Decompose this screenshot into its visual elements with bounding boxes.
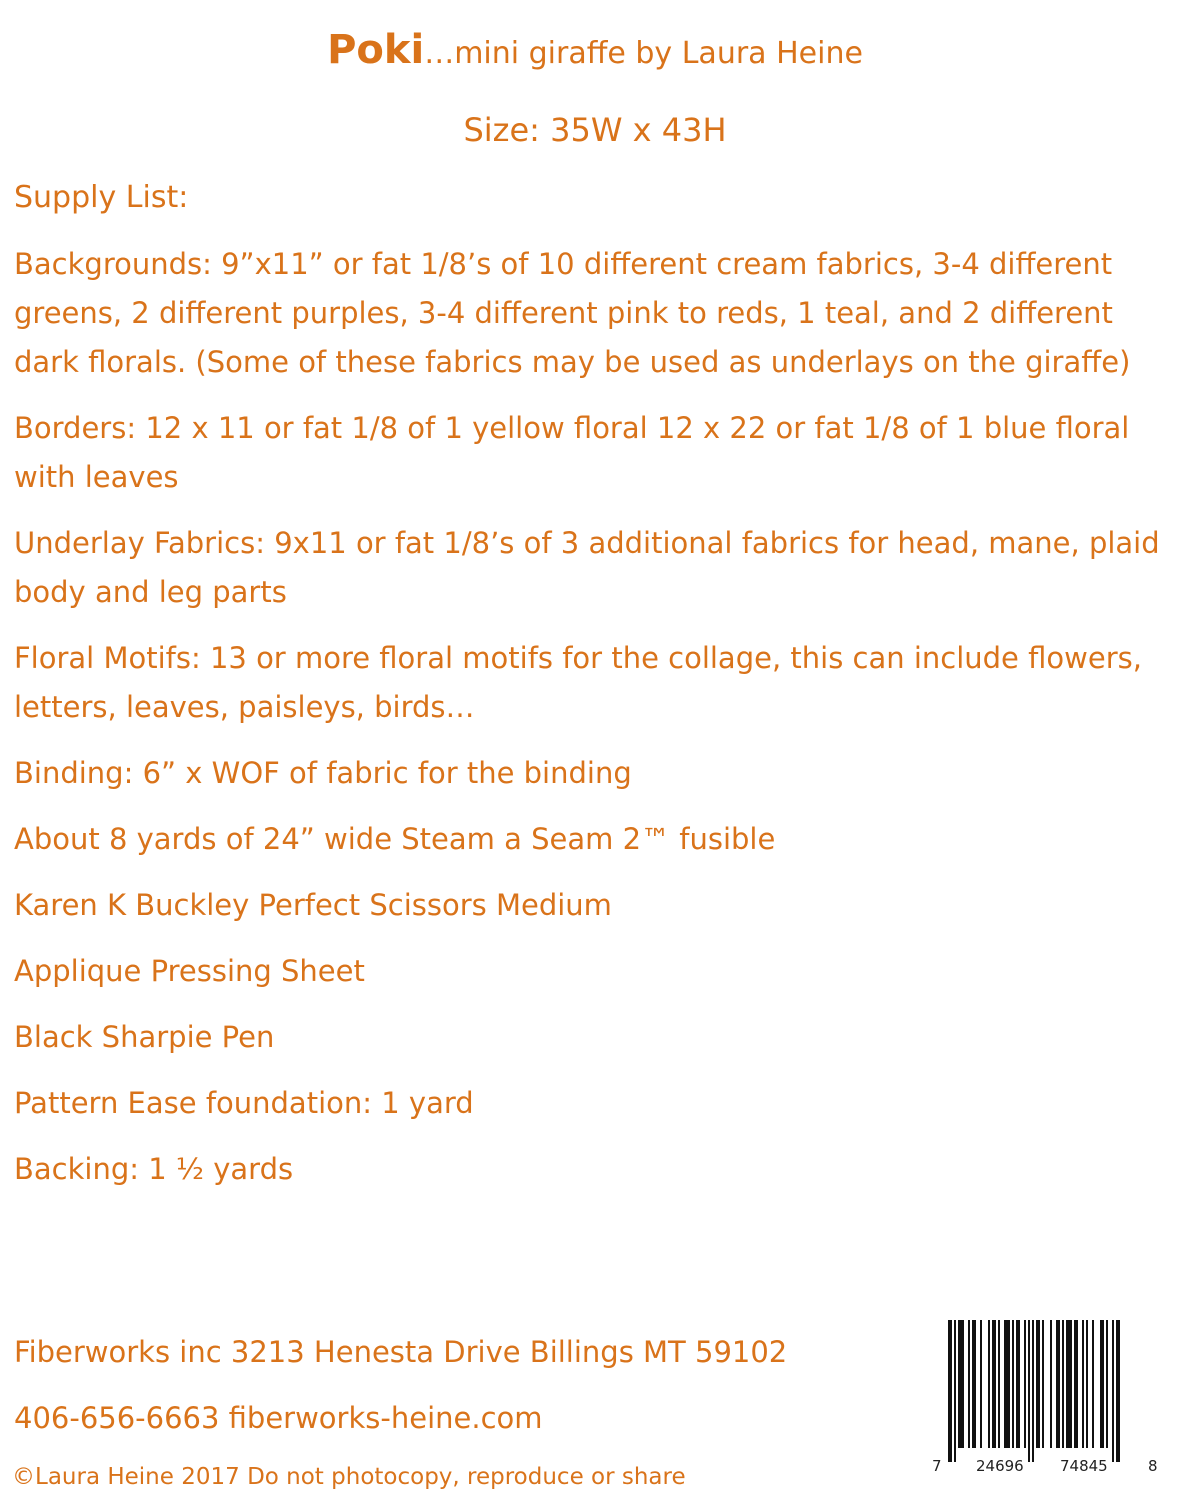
barcode-bar: [1106, 1320, 1108, 1448]
supply-item-underlay-fabrics: Underlay Fabrics: 9x11 or fat 1/8’s of 3 additional fabrics for head, mane, plaid body and leg parts: [14, 526, 1160, 609]
barcode-bar: [1016, 1320, 1020, 1448]
barcode-bar: [1100, 1320, 1104, 1448]
supply-list: [14, 240, 1164, 1211]
supply-item-backgrounds: Backgrounds: 9”x11” or fat 1/8’s of 10 different cream fabrics, 3-4 different greens, 2 different purples, 3-4 different pink to reds, 1 teal, and 2 different dark florals. (Some of these fabrics may be used as underlays on the giraffe): [14, 247, 1131, 379]
barcode-bar: [1004, 1320, 1010, 1448]
barcode-digit-last: 8: [1148, 1457, 1158, 1475]
barcode-bar: [1074, 1320, 1078, 1448]
company-address: Fiberworks inc 3213 Henesta Drive Billings MT 59102: [14, 1335, 788, 1369]
supply-item-borders: Borders: 12 x 11 or fat 1/8 of 1 yellow floral 12 x 22 or fat 1/8 of 1 blue floral with leaves: [14, 411, 1130, 494]
barcode-bar: [1066, 1320, 1072, 1448]
barcode-bar: [1092, 1320, 1094, 1448]
barcode-bar: [1036, 1320, 1040, 1448]
barcode-bar: [988, 1320, 990, 1448]
barcode-bar: [1050, 1320, 1052, 1448]
barcode-bars: [930, 1314, 1162, 1464]
barcode-bar: [1082, 1320, 1084, 1448]
supply-item-fusible: About 8 yards of 24” wide Steam a Seam 2™ fusible: [14, 822, 776, 856]
barcode-bar: [958, 1320, 964, 1448]
barcode-digits-right: 74845: [1060, 1457, 1108, 1475]
barcode-bar: [1028, 1320, 1030, 1462]
copyright-notice: ©Laura Heine 2017 Do not photocopy, reproduce or share: [12, 1464, 686, 1490]
supply-item-scissors: Karen K Buckley Perfect Scissors Medium: [14, 888, 612, 922]
barcode-bar: [1024, 1320, 1026, 1448]
barcode-bar: [1032, 1320, 1034, 1462]
supply-item-floral-motifs: Floral Motifs: 13 or more floral motifs for the collage, this can include flowers, letters, leaves, paisleys, birds…: [14, 641, 1142, 724]
barcode-bar: [1042, 1320, 1044, 1448]
barcode-bar: [1116, 1320, 1120, 1462]
company-contact: 406-656-6663 fiberworks-heine.com: [14, 1401, 543, 1435]
pattern-title: [0, 22, 1190, 82]
barcode-digit-first: 7: [932, 1457, 942, 1475]
barcode-bar: [1062, 1320, 1064, 1448]
quilt-size: Size: 35W x 43H: [463, 111, 727, 149]
barcode-bar: [968, 1320, 970, 1448]
supply-item-sharpie: Black Sharpie Pen: [14, 1020, 275, 1054]
barcode-bar: [948, 1320, 952, 1462]
supply-list-heading: Supply List:: [14, 180, 189, 215]
pattern-name: Poki: [327, 27, 425, 73]
barcode-bar: [1056, 1320, 1060, 1448]
pattern-subtitle: …mini giraffe by Laura Heine: [424, 36, 863, 71]
barcode-bar: [980, 1320, 982, 1448]
barcode-bar: [992, 1320, 996, 1448]
barcode-bar: [1086, 1320, 1088, 1448]
supply-item-foundation: Pattern Ease foundation: 1 yard: [14, 1086, 474, 1120]
barcode-bar: [998, 1320, 1000, 1448]
upc-barcode: [930, 1314, 1162, 1484]
supply-item-pressing-sheet: Applique Pressing Sheet: [14, 954, 365, 988]
supply-item-binding: Binding: 6” x WOF of fabric for the binding: [14, 756, 632, 790]
barcode-bar: [954, 1320, 956, 1462]
supply-item-backing: Backing: 1 ½ yards: [14, 1152, 294, 1186]
barcode-bar: [972, 1320, 976, 1448]
barcode-bar: [1012, 1320, 1014, 1448]
barcode-digits-left: 24696: [976, 1457, 1024, 1475]
barcode-bar: [1112, 1320, 1114, 1462]
